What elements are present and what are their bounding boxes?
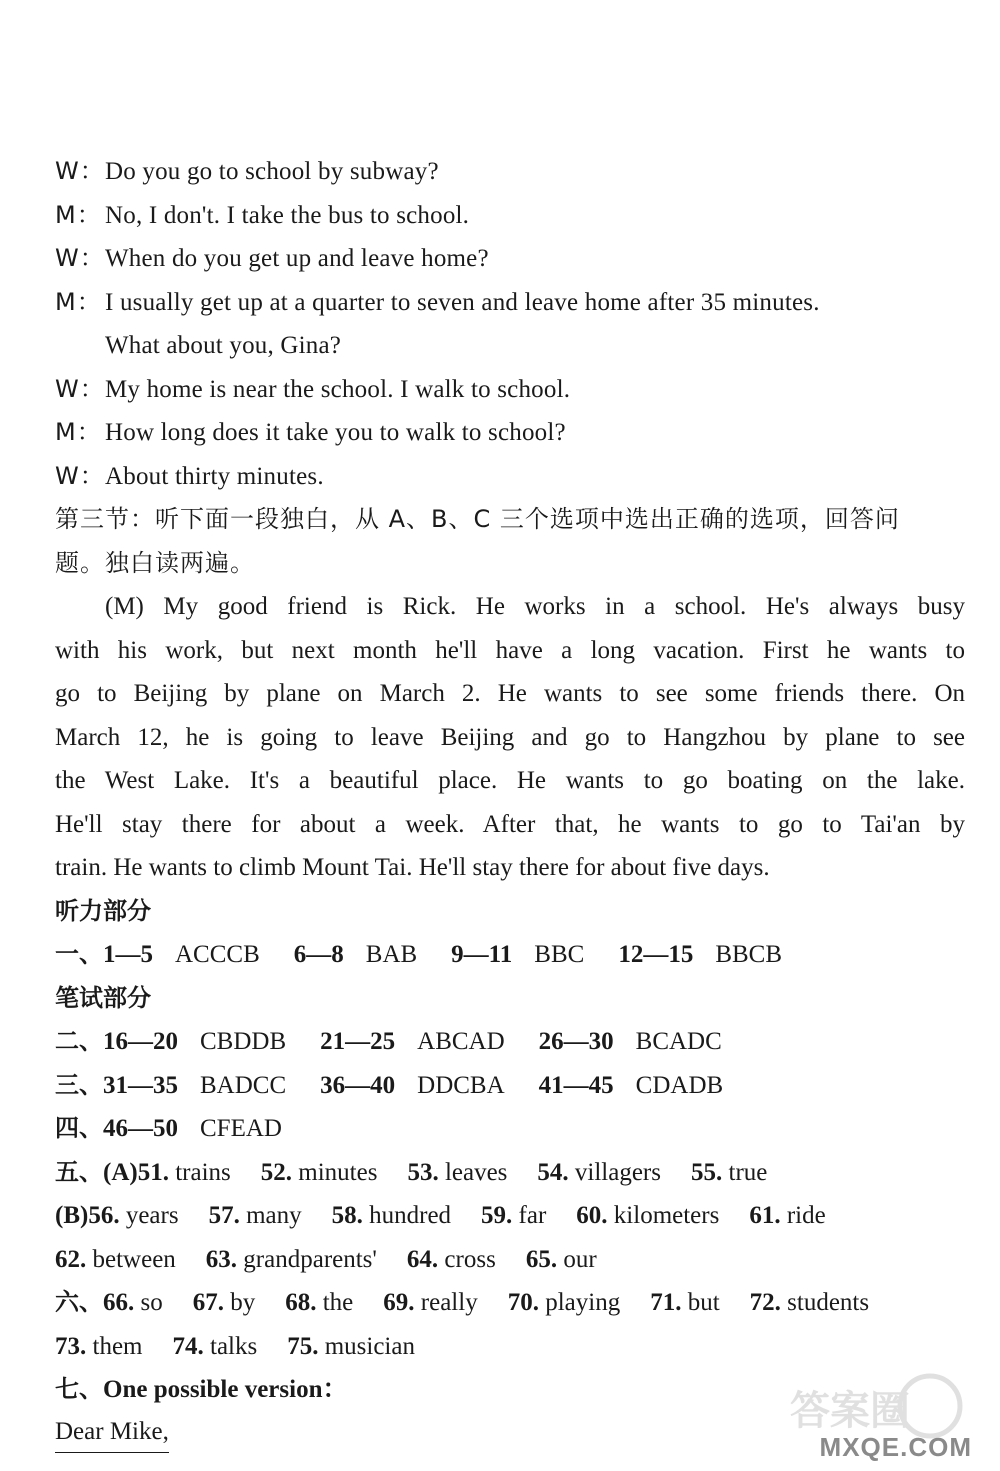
answers-part2 (55, 1020, 965, 1064)
utterance: When do you get up and leave home? (105, 245, 489, 272)
item-answer: between (92, 1245, 176, 1273)
monologue-line: (M) My good friend is Rick. He works in a school. He's always busy (105, 593, 965, 620)
item-answer: cross (444, 1245, 496, 1273)
listening-heading: 听力部分 (55, 896, 151, 925)
item-answer: leaves (444, 1158, 508, 1186)
utterance: My home is near the school. I walk to school. (105, 375, 571, 403)
item-answer: by (230, 1289, 256, 1316)
monologue-line: go to Beijing by plane on March 2. He wants to see some friends there. On (55, 680, 965, 707)
item-number: 71. (650, 1289, 682, 1316)
answers-part3 (55, 1064, 965, 1108)
item-number: 57. (208, 1202, 240, 1229)
letter-greeting: Dear Mike, (55, 1412, 169, 1453)
answer-range: 21—25 (320, 1028, 396, 1055)
dialogue-line (55, 150, 965, 194)
answers-part5b-cont (55, 1238, 965, 1282)
item-answer: our (563, 1245, 597, 1273)
monologue-line: March 12, he is going to leave Beijing and go to Hangzhou by plane to see (55, 723, 965, 751)
monologue-line: the West Lake. It's a beautiful place. He wants to go boating on the lake. (55, 767, 965, 794)
answer-range: 1—5 (103, 941, 153, 968)
watermark-url: MXQE.COM (819, 1432, 972, 1462)
speaker: W： (55, 157, 105, 185)
answer-letters: BAB (365, 941, 418, 968)
answer-range: 6—8 (293, 941, 344, 968)
item-number: 62. (55, 1245, 87, 1273)
item-answer: playing (545, 1289, 621, 1316)
answer-letters: BCADC (635, 1028, 722, 1055)
document-page (55, 150, 965, 1453)
answers-part5a (55, 1151, 965, 1195)
item-answer: villagers (574, 1158, 661, 1186)
part-prefix: 四、 (55, 1114, 103, 1142)
item-number: 72. (749, 1289, 781, 1316)
dialogue-line (55, 455, 965, 499)
dialogue-line-continued (55, 324, 965, 368)
item-answer: so (140, 1289, 163, 1316)
section3-instruction-cont: 题。独白读两遍。 (55, 548, 255, 577)
item-answer: minutes (298, 1158, 378, 1186)
part-prefix: 三、 (55, 1070, 103, 1099)
item-answer: years (125, 1202, 179, 1229)
item-answer: but (687, 1289, 720, 1316)
answers-part6 (55, 1281, 965, 1325)
monologue-line: He'll stay there for about a week. After that, he wants to go to Tai'an by (55, 810, 965, 838)
item-number: 54. (537, 1158, 569, 1186)
answer-letters: CFEAD (200, 1115, 282, 1142)
utterance: How long does it take you to walk to school? (105, 419, 566, 446)
item-answer: kilometers (613, 1202, 720, 1229)
item-answer: talks (210, 1332, 258, 1360)
section3-instruction: 第三节：听下面一段独白，从 A、B、C 三个选项中选出正确的选项，回答问 (55, 505, 900, 533)
writing-heading: 笔试部分 (55, 983, 151, 1012)
answer-range: 46—50 (103, 1115, 178, 1142)
utterance: I usually get up at a quarter to seven and leave home after 35 minutes. (105, 288, 820, 316)
item-answer: musician (324, 1332, 415, 1360)
item-number: 58. (331, 1202, 363, 1229)
item-number: 67. (192, 1289, 224, 1316)
item-number: 74. (172, 1332, 204, 1360)
item-number: 61. (749, 1202, 781, 1229)
speaker: W： (55, 374, 105, 403)
item-number: 75. (287, 1332, 319, 1360)
monologue (55, 585, 965, 890)
answers-part1 (55, 933, 965, 977)
sub-label: (A) (103, 1158, 138, 1186)
item-number: 69. (383, 1289, 415, 1316)
part-prefix: 二、 (55, 1027, 103, 1055)
answer-range: 41—45 (538, 1071, 614, 1099)
item-answer: far (518, 1202, 547, 1229)
item-number: 51. (137, 1158, 169, 1186)
speaker: M： (55, 200, 102, 229)
answer-letters: ABCAD (417, 1028, 505, 1055)
item-answer: many (246, 1202, 302, 1229)
utterance: What about you, Gina? (105, 332, 342, 359)
answer-range: 16—20 (103, 1028, 178, 1055)
monologue-line: with his work, but next month he'll have a long vacation. First he wants to (55, 636, 965, 664)
item-number: 68. (285, 1289, 317, 1316)
dialogue-line (55, 368, 965, 412)
answer-letters: BBC (534, 941, 585, 968)
monologue-line: train. He wants to climb Mount Tai. He'll stay there for about five days. (55, 854, 770, 881)
item-answer: students (787, 1289, 870, 1316)
item-answer: really (420, 1289, 478, 1316)
answer-letters: DDCBA (417, 1071, 505, 1099)
sub-label: (B) (55, 1202, 89, 1229)
answers-part4 (55, 1107, 965, 1151)
speaker: M： (55, 418, 102, 446)
dialogue (55, 150, 965, 498)
dialogue-line (55, 194, 965, 238)
item-number: 59. (481, 1202, 513, 1229)
item-answer: trains (175, 1158, 231, 1186)
answer-letters: BBCB (715, 941, 783, 968)
item-number: 63. (205, 1245, 238, 1273)
speaker: W： (55, 461, 105, 490)
speaker: W： (55, 244, 105, 272)
answer-letters: CDADB (635, 1071, 724, 1099)
watermark-logo-text: 答案圈 (790, 1388, 910, 1434)
answer-range: 9—11 (451, 941, 513, 968)
item-answer: them (92, 1332, 143, 1360)
item-number: 70. (507, 1289, 539, 1316)
dialogue-line (55, 411, 965, 455)
item-number: 53. (407, 1158, 439, 1186)
answer-letters: BADCC (200, 1071, 287, 1099)
item-answer: true (728, 1158, 768, 1186)
part-prefix: 六、 (55, 1288, 103, 1316)
item-number: 56. (88, 1202, 120, 1229)
item-answer: grandparents' (243, 1245, 377, 1273)
item-number: 73. (55, 1332, 87, 1360)
utterance: Do you go to school by subway? (105, 158, 439, 185)
item-answer: ride (786, 1202, 826, 1229)
answer-range: 12—15 (618, 941, 694, 968)
answers-part5b (55, 1194, 965, 1238)
utterance: About thirty minutes. (105, 462, 324, 490)
speaker: M： (55, 287, 102, 316)
answer-letters: ACCCB (175, 941, 260, 968)
answer-range: 36—40 (320, 1071, 396, 1099)
item-answer: hundred (369, 1202, 452, 1229)
answer-range: 26—30 (538, 1028, 614, 1055)
part-prefix: 七、 (55, 1375, 103, 1403)
part7-label: One possible version： (103, 1376, 348, 1403)
item-number: 55. (691, 1158, 723, 1186)
answers-part6-cont (55, 1325, 965, 1369)
item-number: 66. (103, 1289, 135, 1316)
dialogue-line (55, 237, 965, 281)
answer-range: 31—35 (103, 1071, 178, 1099)
item-number: 64. (406, 1245, 439, 1273)
item-number: 60. (576, 1202, 608, 1229)
item-answer: the (322, 1289, 354, 1316)
part-prefix: 五、 (55, 1157, 103, 1186)
item-number: 65. (525, 1245, 558, 1273)
part-prefix: 一、 (55, 940, 103, 968)
answer-letters: CBDDB (200, 1028, 287, 1055)
dialogue-line (55, 281, 965, 325)
item-number: 52. (260, 1158, 293, 1186)
utterance: No, I don't. I take the bus to school. (105, 201, 470, 229)
